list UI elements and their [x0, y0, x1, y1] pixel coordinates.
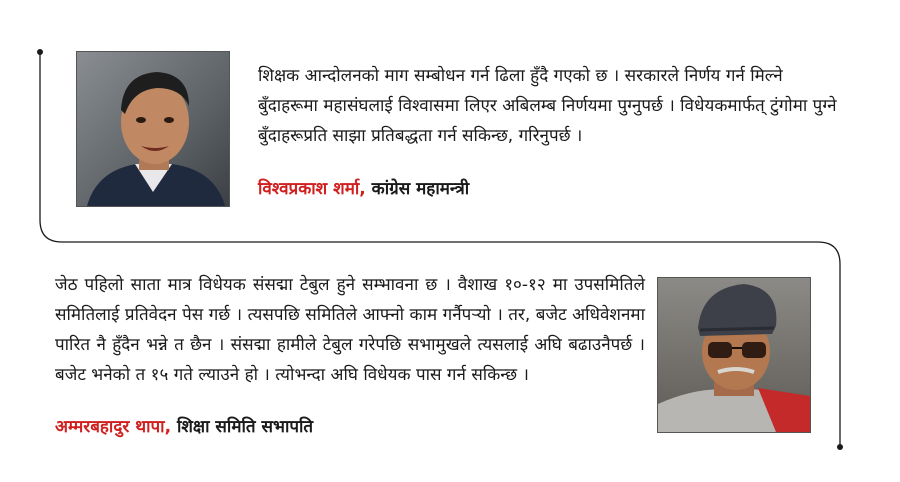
connector-dot-bottom: [837, 444, 843, 450]
attribution-separator-1: ,: [359, 179, 366, 199]
speaker-name-1: विश्वप्रकाश शर्मा: [258, 179, 360, 199]
attribution-1: [258, 174, 469, 204]
attribution-separator-2: ,: [164, 417, 172, 437]
quote-text-1: शिक्षक आन्दोलनको माग सम्बोधन गर्न ढिला हुँदै गएको छ । सरकारले निर्णय गर्न मिल्ने बुँदाहरूमा महासंघलाई विश्वासमा लिएर अबिलम्ब निर्णयमा पुग्नुपर्छ । विधेयकमार्फत् टुंगोमा पुग्ने बुँदाहरूप्रति साझा प्रतिबद्धता गर्न सकिन्छ, गरिनुपर्छ ।: [258, 66, 837, 146]
connector-dot-top: [37, 49, 43, 55]
speaker-name-2: अम्मरबहादुर थापा: [55, 417, 165, 437]
attribution-2: [55, 412, 313, 442]
speaker-role-2: शिक्षा समिति सभापति: [176, 417, 314, 437]
portrait-photo-1: [76, 51, 230, 207]
quote-text-2: जेठ पहिलो साता मात्र विधेयक संसद्मा टेबुल हुने सम्भावना छ । वैशाख १०-१२ मा उपसमितिले समितिलाई प्रतिवेदन पेस गर्छ । त्यसपछि समितिले आफ्नो काम गर्नैपर्‍यो । तर, बजेट अधिवेशनमा पारित नै हुँदैन भन्ने त छैन । संसद्मा हामीले टेबुल गरेपछि सभामुखले त्यसलाई अघि बढाउनैपर्छ । बजेट भनेको त १५ गते ल्याउने हो । त्योभन्दा अघि विधेयक पास गर्न सकिन्छ ।: [55, 275, 645, 385]
portrait-photo-2: [657, 277, 811, 433]
speaker-role-1: कांग्रेस महामन्त्री: [371, 179, 470, 199]
